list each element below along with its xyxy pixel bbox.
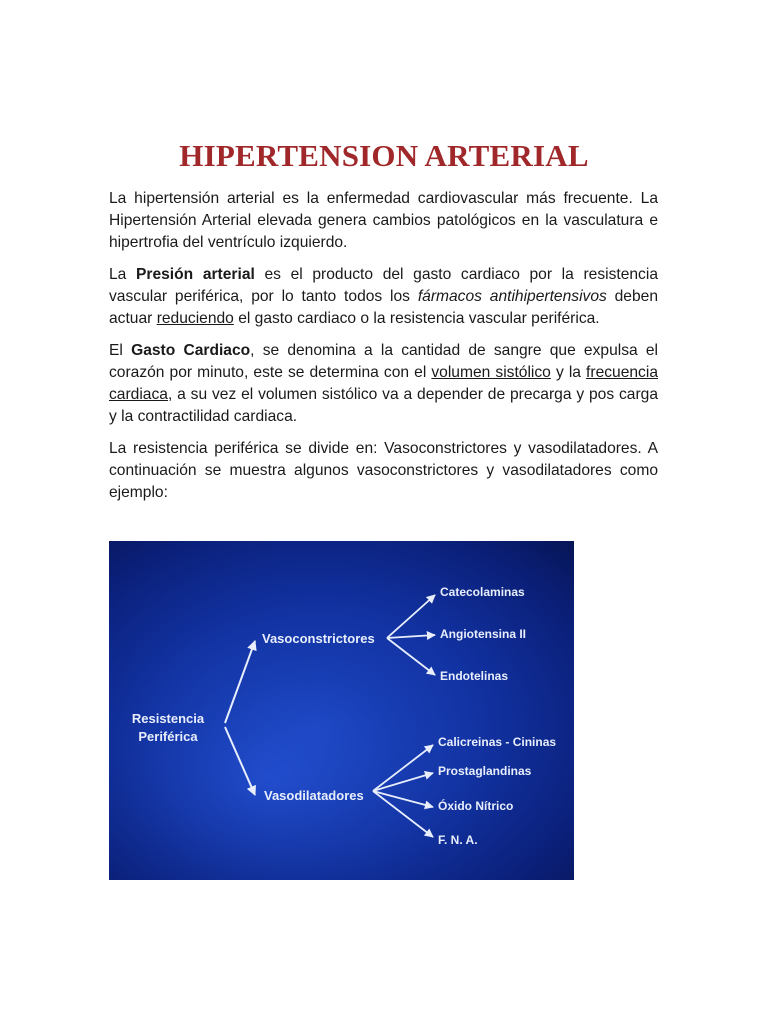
presion-arterial-bold: Presión arterial [135,266,255,283]
paragraph-2-text: el gasto cardiaco o la resistencia vascular periférica. [233,310,600,327]
reduciendo-underline: reduciendo [156,310,234,327]
vasodilatadores-label: Vasodilatadores [264,788,364,803]
document-title: HIPERTENSION ARTERIAL [179,138,589,173]
vasoconstrictor-item: Catecolaminas [440,585,525,599]
vasoconstrictor-item: Endotelinas [440,669,509,683]
root-label-line2: Periférica [138,729,198,744]
paragraph-2-text: deben actuar [109,288,658,327]
paragraph-2-text: La [109,266,136,283]
vasoconstrictores-label: Vasoconstrictores [262,631,375,646]
resistencia-diagram [109,541,574,880]
paragraph-3-text: El [109,342,132,359]
resistencia-diagram-photo [109,541,574,880]
paragraph-1: La hipertensión arterial es la enfermedad cardiovascular más frecuente. La Hipertensión Arterial elevada genera cambios patológicos en la vasculatura e hipertrofia del ventrículo izquierdo. [109,190,658,251]
paragraph-4: La resistencia periférica se divide en: Vasoconstrictores y vasodilatadores. A continuación se muestra algunos vasoconstrictores y vasodilatadores como ejemplo: [109,440,658,501]
vasoconstrictor-item: Angiotensina II [440,627,527,641]
paragraph-2-text: es el producto del gasto cardiaco por la resistencia vascular periférica, por lo tanto todos los [109,266,658,305]
paragraph-3 [109,340,658,428]
gasto-cardiaco-bold: Gasto Cardiaco [131,342,251,359]
volumen-sistolico-underline: volumen sistólico [431,364,551,381]
vasodilatador-item: Prostaglandinas [438,764,532,778]
vasodilatador-item: Óxido Nítrico [438,799,514,813]
paragraph-3-text: y la [550,364,587,381]
vasodilatador-item: F. N. A. [438,833,478,847]
paragraph-3-text: , a su vez el volumen sistólico va a depender de precarga y pos carga y la contractilidad cardiaca. [109,386,658,425]
root-label-line1: Resistencia [131,711,205,726]
farmacos-italic: fármacos antihipertensivos [417,288,607,305]
paragraph-3-text: , se denomina a la cantidad de sangre que expulsa el corazón por minuto, este se determina con el [109,342,658,381]
frecuencia-cardiaca-underline: frecuencia cardiaca [109,364,658,403]
paragraph-2 [109,264,658,330]
document-body [109,188,658,514]
vasodilatador-item: Calicreinas - Cininas [438,735,557,749]
